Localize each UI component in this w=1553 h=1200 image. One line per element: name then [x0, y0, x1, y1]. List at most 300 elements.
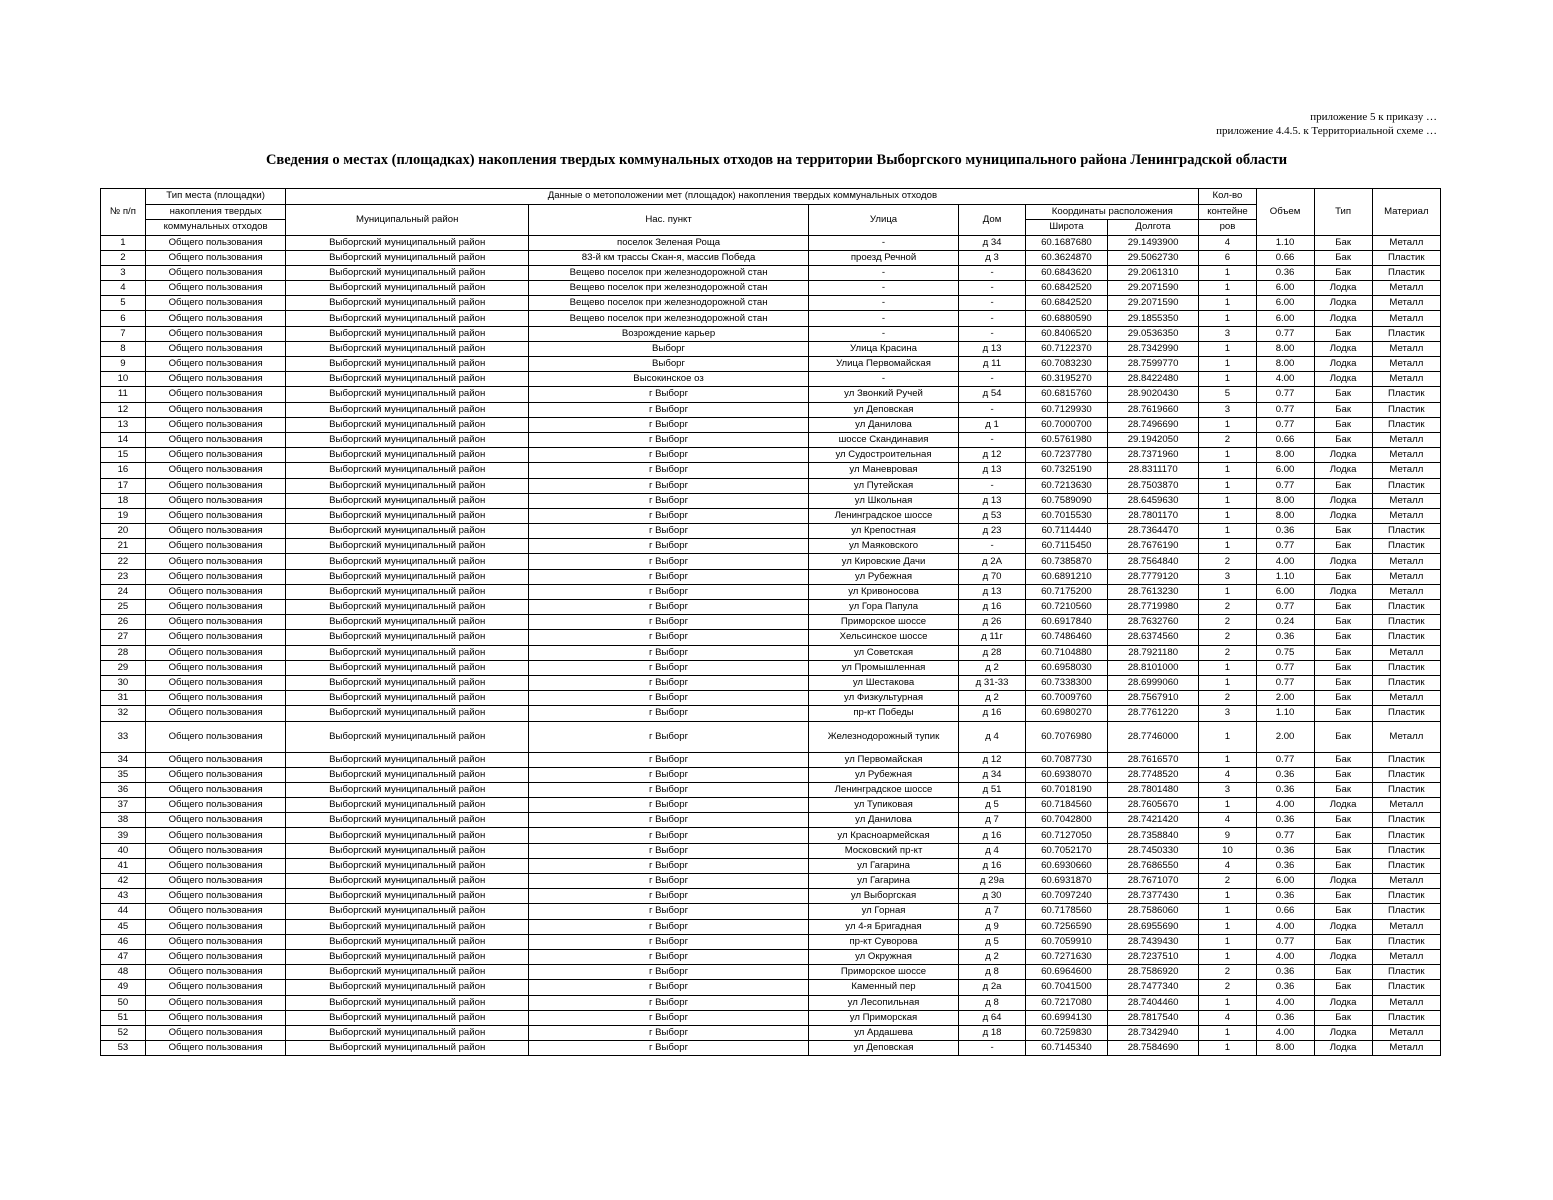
- cell-district: Выборгский муниципальный район: [286, 554, 529, 569]
- cell-longitude: 28.7450330: [1107, 843, 1199, 858]
- cell-longitude: 28.7801170: [1107, 508, 1199, 523]
- cell-latitude: 60.3195270: [1026, 372, 1108, 387]
- cell-material: Пластик: [1372, 387, 1440, 402]
- cell-material: Металл: [1372, 1041, 1440, 1056]
- cell-district: Выборгский муниципальный район: [286, 432, 529, 447]
- cell-longitude: 28.8311170: [1107, 463, 1199, 478]
- cell-site-type: Общего пользования: [145, 782, 286, 797]
- cell-container-count: 2: [1199, 554, 1256, 569]
- cell-settlement: г Выборг: [528, 843, 808, 858]
- cell-material: Пластик: [1372, 904, 1440, 919]
- cell-house: -: [958, 402, 1025, 417]
- cell-street: ул Горная: [809, 904, 959, 919]
- table-row: [101, 874, 1441, 889]
- cell-container-count: 2: [1199, 980, 1256, 995]
- cell-district: Выборгский муниципальный район: [286, 828, 529, 843]
- cell-district: Выборгский муниципальный район: [286, 675, 529, 690]
- cell-house: д 7: [958, 904, 1025, 919]
- cell-container-type: Бак: [1314, 660, 1372, 675]
- cell-settlement: г Выборг: [528, 554, 808, 569]
- cell-settlement: Вещево поселок при железнодорожной стан: [528, 265, 808, 280]
- cell-longitude: 28.7564840: [1107, 554, 1199, 569]
- cell-container-type: Бак: [1314, 843, 1372, 858]
- cell-container-type: Бак: [1314, 539, 1372, 554]
- cell-num: 49: [101, 980, 146, 995]
- cell-volume: 0.36: [1256, 980, 1314, 995]
- cell-district: Выборгский муниципальный район: [286, 919, 529, 934]
- cell-container-type: Лодка: [1314, 949, 1372, 964]
- cell-material: Пластик: [1372, 417, 1440, 432]
- cell-num: 20: [101, 524, 146, 539]
- cell-container-type: Бак: [1314, 934, 1372, 949]
- cell-container-count: 1: [1199, 721, 1256, 752]
- cell-material: Пластик: [1372, 265, 1440, 280]
- cell-settlement: г Выборг: [528, 615, 808, 630]
- cell-container-count: 2: [1199, 691, 1256, 706]
- cell-house: д 29а: [958, 874, 1025, 889]
- cell-settlement: г Выборг: [528, 432, 808, 447]
- cell-site-type: Общего пользования: [145, 813, 286, 828]
- cell-volume: 0.77: [1256, 828, 1314, 843]
- table-row: [101, 326, 1441, 341]
- cell-site-type: Общего пользования: [145, 600, 286, 615]
- cell-latitude: 60.6891210: [1026, 569, 1108, 584]
- cell-material: Пластик: [1372, 1010, 1440, 1025]
- cell-material: Пластик: [1372, 767, 1440, 782]
- cell-street: -: [809, 326, 959, 341]
- cell-container-type: Бак: [1314, 1010, 1372, 1025]
- cell-longitude: 29.5062730: [1107, 250, 1199, 265]
- cell-volume: 4.00: [1256, 1025, 1314, 1040]
- cell-longitude: 28.7605670: [1107, 798, 1199, 813]
- cell-street: -: [809, 235, 959, 250]
- cell-latitude: 60.7087730: [1026, 752, 1108, 767]
- table-row: [101, 387, 1441, 402]
- cell-street: Улица Красина: [809, 341, 959, 356]
- cell-latitude: 60.7213630: [1026, 478, 1108, 493]
- cell-street: ул Кривоносова: [809, 584, 959, 599]
- cell-container-count: 2: [1199, 630, 1256, 645]
- cell-volume: 0.36: [1256, 265, 1314, 280]
- cell-container-count: 1: [1199, 889, 1256, 904]
- table-row: [101, 675, 1441, 690]
- cell-num: 12: [101, 402, 146, 417]
- cell-latitude: 60.5761980: [1026, 432, 1108, 447]
- cell-container-type: Лодка: [1314, 995, 1372, 1010]
- cell-site-type: Общего пользования: [145, 326, 286, 341]
- cell-material: Металл: [1372, 1025, 1440, 1040]
- cell-volume: 8.00: [1256, 341, 1314, 356]
- cell-street: пр-кт Победы: [809, 706, 959, 721]
- cell-num: 29: [101, 660, 146, 675]
- cell-num: 44: [101, 904, 146, 919]
- cell-longitude: 28.7342990: [1107, 341, 1199, 356]
- cell-house: д 18: [958, 1025, 1025, 1040]
- waste-sites-table: [100, 188, 1441, 1056]
- cell-settlement: г Выборг: [528, 980, 808, 995]
- table-row: [101, 357, 1441, 372]
- cell-latitude: 60.7083230: [1026, 357, 1108, 372]
- cell-house: д 16: [958, 600, 1025, 615]
- cell-material: Пластик: [1372, 752, 1440, 767]
- cell-street: ул Маневровая: [809, 463, 959, 478]
- table-row: [101, 554, 1441, 569]
- cell-longitude: 28.6374560: [1107, 630, 1199, 645]
- cell-material: Пластик: [1372, 600, 1440, 615]
- cell-latitude: 60.6958030: [1026, 660, 1108, 675]
- cell-latitude: 60.7256590: [1026, 919, 1108, 934]
- cell-latitude: 60.7338300: [1026, 675, 1108, 690]
- cell-num: 43: [101, 889, 146, 904]
- cell-latitude: 60.6842520: [1026, 281, 1108, 296]
- cell-site-type: Общего пользования: [145, 858, 286, 873]
- cell-site-type: Общего пользования: [145, 250, 286, 265]
- cell-container-count: 1: [1199, 448, 1256, 463]
- cell-site-type: Общего пользования: [145, 919, 286, 934]
- cell-latitude: 60.7009760: [1026, 691, 1108, 706]
- cell-container-type: Бак: [1314, 524, 1372, 539]
- cell-latitude: 60.7175200: [1026, 584, 1108, 599]
- cell-material: Пластик: [1372, 965, 1440, 980]
- cell-longitude: 28.7599770: [1107, 357, 1199, 372]
- cell-settlement: Выборг: [528, 341, 808, 356]
- cell-site-type: Общего пользования: [145, 265, 286, 280]
- cell-settlement: г Выборг: [528, 767, 808, 782]
- cell-settlement: г Выборг: [528, 660, 808, 675]
- cell-street: Ленинградское шоссе: [809, 782, 959, 797]
- cell-district: Выборгский муниципальный район: [286, 1010, 529, 1025]
- col-header-container-type: Тип: [1314, 189, 1372, 236]
- cell-district: Выборгский муниципальный район: [286, 508, 529, 523]
- cell-volume: 4.00: [1256, 372, 1314, 387]
- cell-house: д 30: [958, 889, 1025, 904]
- cell-volume: 0.24: [1256, 615, 1314, 630]
- cell-num: 21: [101, 539, 146, 554]
- cell-district: Выборгский муниципальный район: [286, 448, 529, 463]
- cell-longitude: 28.7358840: [1107, 828, 1199, 843]
- cell-material: Металл: [1372, 995, 1440, 1010]
- cell-longitude: 28.7371960: [1107, 448, 1199, 463]
- table-row: [101, 296, 1441, 311]
- cell-material: Пластик: [1372, 478, 1440, 493]
- cell-num: 48: [101, 965, 146, 980]
- cell-container-type: Лодка: [1314, 554, 1372, 569]
- cell-container-type: Бак: [1314, 265, 1372, 280]
- col-header-num: № п/п: [101, 189, 146, 236]
- cell-house: -: [958, 311, 1025, 326]
- cell-container-count: 4: [1199, 858, 1256, 873]
- cell-material: Металл: [1372, 569, 1440, 584]
- table-row: [101, 508, 1441, 523]
- cell-settlement: г Выборг: [528, 417, 808, 432]
- cell-house: д 26: [958, 615, 1025, 630]
- cell-num: 26: [101, 615, 146, 630]
- cell-district: Выборгский муниципальный район: [286, 493, 529, 508]
- cell-settlement: г Выборг: [528, 995, 808, 1010]
- cell-material: Металл: [1372, 311, 1440, 326]
- cell-container-count: 1: [1199, 1025, 1256, 1040]
- table-row: [101, 828, 1441, 843]
- table-row: [101, 645, 1441, 660]
- cell-street: ул Кировские Дачи: [809, 554, 959, 569]
- table-row: [101, 432, 1441, 447]
- cell-latitude: 60.7015530: [1026, 508, 1108, 523]
- cell-latitude: 60.6931870: [1026, 874, 1108, 889]
- cell-district: Выборгский муниципальный район: [286, 235, 529, 250]
- cell-district: Выборгский муниципальный район: [286, 889, 529, 904]
- cell-street: Московский пр-кт: [809, 843, 959, 858]
- cell-container-type: Бак: [1314, 387, 1372, 402]
- cell-house: д 2: [958, 949, 1025, 964]
- table-row: [101, 372, 1441, 387]
- cell-container-type: Бак: [1314, 767, 1372, 782]
- cell-site-type: Общего пользования: [145, 539, 286, 554]
- col-header-coordinates: Координаты расположения: [1026, 204, 1199, 220]
- cell-site-type: Общего пользования: [145, 402, 286, 417]
- cell-latitude: 60.7325190: [1026, 463, 1108, 478]
- cell-street: ул Приморская: [809, 1010, 959, 1025]
- cell-container-type: Бак: [1314, 630, 1372, 645]
- cell-longitude: 28.7567910: [1107, 691, 1199, 706]
- cell-house: д 64: [958, 1010, 1025, 1025]
- cell-container-count: 3: [1199, 569, 1256, 584]
- cell-site-type: Общего пользования: [145, 843, 286, 858]
- cell-container-count: 1: [1199, 949, 1256, 964]
- cell-site-type: Общего пользования: [145, 615, 286, 630]
- cell-container-count: 1: [1199, 296, 1256, 311]
- cell-material: Металл: [1372, 584, 1440, 599]
- cell-num: 30: [101, 675, 146, 690]
- cell-house: -: [958, 539, 1025, 554]
- cell-latitude: 60.7178560: [1026, 904, 1108, 919]
- cell-district: Выборгский муниципальный район: [286, 660, 529, 675]
- cell-latitude: 60.6917840: [1026, 615, 1108, 630]
- cell-street: ул Данилова: [809, 813, 959, 828]
- table-row: [101, 265, 1441, 280]
- col-header-street: Улица: [809, 204, 959, 235]
- cell-material: Металл: [1372, 432, 1440, 447]
- cell-volume: 0.77: [1256, 417, 1314, 432]
- cell-material: Металл: [1372, 645, 1440, 660]
- table-row: [101, 904, 1441, 919]
- cell-longitude: 28.7676190: [1107, 539, 1199, 554]
- cell-material: Пластик: [1372, 524, 1440, 539]
- cell-street: Хельсинское шоссе: [809, 630, 959, 645]
- table-row: [101, 1010, 1441, 1025]
- cell-longitude: 28.7719980: [1107, 600, 1199, 615]
- cell-latitude: 60.7018190: [1026, 782, 1108, 797]
- col-header-settlement: Нас. пункт: [528, 204, 808, 235]
- cell-container-count: 1: [1199, 584, 1256, 599]
- cell-container-count: 1: [1199, 660, 1256, 675]
- cell-longitude: 28.7619660: [1107, 402, 1199, 417]
- cell-latitude: 60.7217080: [1026, 995, 1108, 1010]
- cell-site-type: Общего пользования: [145, 828, 286, 843]
- cell-num: 17: [101, 478, 146, 493]
- cell-container-type: Лодка: [1314, 1025, 1372, 1040]
- cell-street: ул Лесопильная: [809, 995, 959, 1010]
- cell-material: Металл: [1372, 448, 1440, 463]
- cell-district: Выборгский муниципальный район: [286, 874, 529, 889]
- cell-house: -: [958, 265, 1025, 280]
- cell-settlement: Вещево поселок при железнодорожной стан: [528, 311, 808, 326]
- cell-num: 27: [101, 630, 146, 645]
- cell-site-type: Общего пользования: [145, 675, 286, 690]
- cell-district: Выборгский муниципальный район: [286, 645, 529, 660]
- cell-site-type: Общего пользования: [145, 584, 286, 599]
- cell-container-type: Бак: [1314, 675, 1372, 690]
- cell-district: Выборгский муниципальный район: [286, 296, 529, 311]
- cell-container-type: Лодка: [1314, 919, 1372, 934]
- table-row: [101, 493, 1441, 508]
- cell-longitude: 28.7746000: [1107, 721, 1199, 752]
- cell-longitude: 28.7421420: [1107, 813, 1199, 828]
- cell-num: 8: [101, 341, 146, 356]
- cell-volume: 6.00: [1256, 584, 1314, 599]
- cell-latitude: 60.7486460: [1026, 630, 1108, 645]
- cell-street: -: [809, 281, 959, 296]
- cell-settlement: Выборг: [528, 357, 808, 372]
- cell-street: Ленинградское шоссе: [809, 508, 959, 523]
- cell-volume: 0.66: [1256, 250, 1314, 265]
- cell-district: Выборгский муниципальный район: [286, 1041, 529, 1056]
- cell-num: 37: [101, 798, 146, 813]
- cell-volume: 0.77: [1256, 326, 1314, 341]
- cell-volume: 4.00: [1256, 919, 1314, 934]
- cell-house: д 4: [958, 843, 1025, 858]
- cell-settlement: г Выборг: [528, 904, 808, 919]
- cell-container-count: 1: [1199, 798, 1256, 813]
- cell-num: 24: [101, 584, 146, 599]
- cell-container-count: 1: [1199, 524, 1256, 539]
- cell-longitude: 28.7921180: [1107, 645, 1199, 660]
- cell-container-type: Бак: [1314, 615, 1372, 630]
- cell-settlement: г Выборг: [528, 1010, 808, 1025]
- cell-house: д 4: [958, 721, 1025, 752]
- cell-material: Металл: [1372, 341, 1440, 356]
- cell-site-type: Общего пользования: [145, 387, 286, 402]
- cell-district: Выборгский муниципальный район: [286, 600, 529, 615]
- cell-district: Выборгский муниципальный район: [286, 615, 529, 630]
- cell-site-type: Общего пользования: [145, 721, 286, 752]
- cell-settlement: г Выборг: [528, 524, 808, 539]
- cell-settlement: г Выборг: [528, 508, 808, 523]
- cell-latitude: 60.7271630: [1026, 949, 1108, 964]
- cell-site-type: Общего пользования: [145, 432, 286, 447]
- cell-settlement: г Выборг: [528, 798, 808, 813]
- cell-container-type: Бак: [1314, 752, 1372, 767]
- table-row: [101, 782, 1441, 797]
- col-header-count-line1: Кол-во: [1199, 189, 1256, 205]
- table-row: [101, 417, 1441, 432]
- cell-district: Выборгский муниципальный район: [286, 402, 529, 417]
- cell-container-count: 1: [1199, 904, 1256, 919]
- table-row: [101, 463, 1441, 478]
- cell-settlement: г Выборг: [528, 965, 808, 980]
- cell-num: 51: [101, 1010, 146, 1025]
- cell-site-type: Общего пользования: [145, 463, 286, 478]
- cell-site-type: Общего пользования: [145, 660, 286, 675]
- cell-latitude: 60.6938070: [1026, 767, 1108, 782]
- table-row: [101, 889, 1441, 904]
- cell-street: ул Рубежная: [809, 767, 959, 782]
- cell-container-type: Лодка: [1314, 296, 1372, 311]
- cell-container-type: Лодка: [1314, 493, 1372, 508]
- cell-district: Выборгский муниципальный район: [286, 311, 529, 326]
- cell-house: д 8: [958, 965, 1025, 980]
- cell-latitude: 60.7104880: [1026, 645, 1108, 660]
- cell-container-type: Лодка: [1314, 1041, 1372, 1056]
- cell-longitude: 28.7439430: [1107, 934, 1199, 949]
- cell-material: Металл: [1372, 949, 1440, 964]
- cell-street: ул Крепостная: [809, 524, 959, 539]
- cell-container-type: Бак: [1314, 478, 1372, 493]
- cell-street: ул Школьная: [809, 493, 959, 508]
- table-row: [101, 995, 1441, 1010]
- cell-district: Выборгский муниципальный район: [286, 417, 529, 432]
- cell-material: Пластик: [1372, 980, 1440, 995]
- table-row: [101, 448, 1441, 463]
- cell-longitude: 28.7613230: [1107, 584, 1199, 599]
- cell-container-count: 1: [1199, 281, 1256, 296]
- cell-material: Пластик: [1372, 889, 1440, 904]
- cell-street: Приморское шоссе: [809, 615, 959, 630]
- cell-container-type: Лодка: [1314, 463, 1372, 478]
- cell-settlement: Вещево поселок при железнодорожной стан: [528, 296, 808, 311]
- cell-house: д 7: [958, 813, 1025, 828]
- cell-num: 5: [101, 296, 146, 311]
- cell-num: 3: [101, 265, 146, 280]
- cell-street: Приморское шоссе: [809, 965, 959, 980]
- cell-district: Выборгский муниципальный район: [286, 281, 529, 296]
- cell-longitude: 29.1942050: [1107, 432, 1199, 447]
- cell-street: ул Красноармейская: [809, 828, 959, 843]
- cell-material: Металл: [1372, 493, 1440, 508]
- cell-container-type: Бак: [1314, 828, 1372, 843]
- cell-container-type: Лодка: [1314, 874, 1372, 889]
- cell-latitude: 60.7385870: [1026, 554, 1108, 569]
- cell-container-type: Бак: [1314, 645, 1372, 660]
- cell-district: Выборгский муниципальный район: [286, 539, 529, 554]
- cell-site-type: Общего пользования: [145, 569, 286, 584]
- table-row: [101, 965, 1441, 980]
- cell-container-type: Бак: [1314, 813, 1372, 828]
- cell-settlement: г Выборг: [528, 721, 808, 752]
- table-row: [101, 311, 1441, 326]
- cell-street: ул Окружная: [809, 949, 959, 964]
- cell-volume: 6.00: [1256, 296, 1314, 311]
- cell-district: Выборгский муниципальный район: [286, 569, 529, 584]
- cell-district: Выборгский муниципальный район: [286, 995, 529, 1010]
- cell-container-type: Бак: [1314, 965, 1372, 980]
- cell-latitude: 60.3624870: [1026, 250, 1108, 265]
- cell-num: 32: [101, 706, 146, 721]
- col-header-count-line3: ров: [1199, 220, 1256, 236]
- cell-settlement: г Выборг: [528, 600, 808, 615]
- cell-settlement: г Выборг: [528, 645, 808, 660]
- cell-house: д 2А: [958, 554, 1025, 569]
- cell-material: Пластик: [1372, 402, 1440, 417]
- cell-site-type: Общего пользования: [145, 372, 286, 387]
- col-header-latitude: Широта: [1026, 220, 1108, 236]
- cell-container-count: 6: [1199, 250, 1256, 265]
- cell-container-type: Бак: [1314, 980, 1372, 995]
- cell-num: 42: [101, 874, 146, 889]
- cell-num: 28: [101, 645, 146, 660]
- cell-container-type: Лодка: [1314, 508, 1372, 523]
- cell-house: д 16: [958, 858, 1025, 873]
- cell-district: Выборгский муниципальный район: [286, 1025, 529, 1040]
